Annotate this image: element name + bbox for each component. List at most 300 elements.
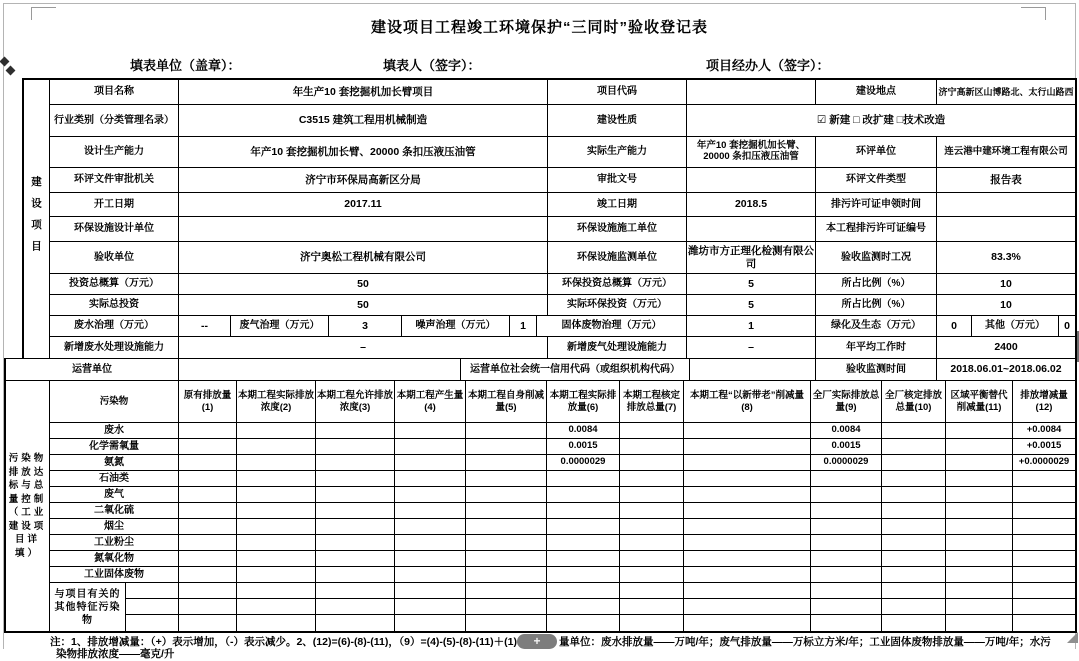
- field-value[interactable]: –: [179, 337, 548, 358]
- pollutant-subrow: [126, 583, 1075, 599]
- pollutant-value[interactable]: [547, 583, 620, 599]
- pollutant-value[interactable]: [1013, 471, 1075, 487]
- pollution-header-row: [50, 381, 1075, 423]
- pollutant-value[interactable]: [882, 583, 946, 599]
- field-value[interactable]: [687, 217, 816, 242]
- table-row: [50, 137, 1075, 168]
- pollutant-value[interactable]: [395, 615, 466, 631]
- field-value[interactable]: [937, 193, 1075, 217]
- field-label: 建设性质: [548, 105, 687, 137]
- field-label: 运营单位社会统一信用代码（或组织机构代码）: [461, 359, 690, 380]
- pollutant-value[interactable]: [179, 535, 237, 551]
- field-value[interactable]: [687, 80, 816, 105]
- pollutant-name: 工业粉尘: [50, 535, 179, 551]
- field-label: 本工程排污许可证编号: [816, 217, 937, 242]
- pollutant-value[interactable]: [620, 423, 684, 439]
- pollutant-name: 化学需氧量: [50, 439, 179, 455]
- pollutant-row: [50, 535, 1075, 551]
- field-label: 新增废水处理设施能力: [50, 337, 179, 358]
- pollutant-value[interactable]: [237, 615, 316, 631]
- column-header: 本期工程产生量(4): [395, 381, 466, 423]
- pollutant-value[interactable]: [620, 567, 684, 583]
- pollutant-name: 废水: [50, 423, 179, 439]
- pollutant-value[interactable]: [547, 599, 620, 615]
- field-value[interactable]: 5: [687, 274, 816, 295]
- pollutant-value[interactable]: [684, 503, 811, 519]
- field-value[interactable]: 潍坊市方正理化检测有限公司: [687, 242, 816, 274]
- pollutant-row: [50, 487, 1075, 503]
- pollutant-value[interactable]: [316, 599, 395, 615]
- pollutant-value[interactable]: [882, 423, 946, 439]
- pollutant-value[interactable]: [547, 535, 620, 551]
- column-header: 原有排放量(1): [179, 381, 237, 423]
- pollutant-value[interactable]: +0.0000029: [1013, 455, 1075, 471]
- pollutant-value[interactable]: [620, 439, 684, 455]
- pollutant-row: [50, 439, 1075, 455]
- pollutant-value[interactable]: [946, 567, 1013, 583]
- pollutant-value[interactable]: [882, 503, 946, 519]
- pollutant-name: 烟尘: [50, 519, 179, 535]
- pollutant-value[interactable]: [395, 439, 466, 455]
- pollutant-value[interactable]: [946, 471, 1013, 487]
- table-row: [50, 168, 1075, 193]
- pollutant-value[interactable]: [1013, 519, 1075, 535]
- pollutant-value[interactable]: [946, 487, 1013, 503]
- pollutant-value[interactable]: [946, 503, 1013, 519]
- pollutant-name[interactable]: [126, 583, 179, 599]
- pollutant-value[interactable]: [547, 487, 620, 503]
- plus-button-anchor: [517, 636, 559, 648]
- pollutant-name: 废气: [50, 487, 179, 503]
- pollutant-value[interactable]: [1013, 503, 1075, 519]
- pollutant-value[interactable]: [179, 439, 237, 455]
- field-value[interactable]: 2017.11: [179, 193, 548, 217]
- pollutant-row: [50, 551, 1075, 567]
- table-row: [50, 105, 1075, 137]
- pollutant-value[interactable]: [466, 599, 547, 615]
- pollutant-value[interactable]: [811, 551, 882, 567]
- pollutant-value[interactable]: [946, 583, 1013, 599]
- pollutant-value[interactable]: [811, 487, 882, 503]
- group-label: 与项目有关的其他特征污染物: [50, 583, 126, 631]
- pollutant-value[interactable]: [547, 615, 620, 631]
- resize-cursor-icon: [6, 66, 16, 76]
- field-value[interactable]: 10: [937, 274, 1075, 295]
- page-title: 建设项目工程竣工环境保护“三同时”验收登记表: [370, 19, 708, 36]
- pollutant-value[interactable]: [237, 487, 316, 503]
- pollutant-value[interactable]: [316, 487, 395, 503]
- field-label: 验收单位: [50, 242, 179, 274]
- pollutant-value[interactable]: [237, 471, 316, 487]
- field-value[interactable]: 济宁市环保局高新区分局: [179, 168, 548, 193]
- pollutant-value[interactable]: [547, 519, 620, 535]
- pollutant-value[interactable]: [620, 455, 684, 471]
- footnote-text-a: 注：1、排放增减量：（+）表示增加，（-）表示减少。2、(12)=(6)-(8)-(11)，（9）=(4)-(5)-(8)-(11)＋(1): [50, 636, 517, 648]
- field-label: 废水治理（万元）: [50, 316, 179, 337]
- column-header: 本期工程实际排放量(6): [547, 381, 620, 423]
- column-header: 本期工程自身削减量(5): [466, 381, 547, 423]
- pollutant-value[interactable]: [395, 487, 466, 503]
- pollutant-value[interactable]: +0.0084: [1013, 423, 1075, 439]
- pollutant-value[interactable]: [466, 503, 547, 519]
- pollutant-value[interactable]: [316, 471, 395, 487]
- field-value[interactable]: 3: [329, 316, 402, 337]
- pollutant-value[interactable]: [547, 471, 620, 487]
- pollutant-value[interactable]: [179, 615, 237, 631]
- pollutant-value[interactable]: [1013, 487, 1075, 503]
- pollutant-value[interactable]: [882, 535, 946, 551]
- pollutant-value[interactable]: [395, 519, 466, 535]
- pollutant-name: 氨氮: [50, 455, 179, 471]
- pollutant-value[interactable]: [684, 455, 811, 471]
- pollutant-value[interactable]: [811, 567, 882, 583]
- operation-unit-row: [4, 358, 1077, 380]
- field-value[interactable]: 年产10 套挖掘机加长臂、20000 条扣压液压油管: [179, 137, 548, 168]
- pollutant-value[interactable]: [811, 471, 882, 487]
- field-label: 其他（万元）: [972, 316, 1059, 337]
- pollutant-row: [50, 471, 1075, 487]
- pollutant-value[interactable]: [466, 487, 547, 503]
- resize-cursor-icon: [0, 57, 9, 67]
- field-label: 审批文号: [548, 168, 687, 193]
- pollutant-value[interactable]: [946, 423, 1013, 439]
- pollutant-value[interactable]: [466, 583, 547, 599]
- field-label: 项目代码: [548, 80, 687, 105]
- pollutant-value[interactable]: [237, 535, 316, 551]
- pollutant-value[interactable]: [811, 535, 882, 551]
- column-header: 本期工程允许排放浓度(3): [316, 381, 395, 423]
- pollutant-value[interactable]: [684, 615, 811, 631]
- pollutant-value[interactable]: [684, 583, 811, 599]
- field-label: 所占比例（%）: [816, 295, 937, 316]
- pollutant-value[interactable]: 0.0015: [811, 439, 882, 455]
- table-row: [50, 337, 1075, 358]
- pollution-body: [50, 423, 1075, 631]
- pollutant-value[interactable]: [316, 615, 395, 631]
- pollutant-value[interactable]: [946, 551, 1013, 567]
- pollutant-value[interactable]: [466, 535, 547, 551]
- pollutant-value[interactable]: [237, 583, 316, 599]
- pollutant-value[interactable]: [466, 471, 547, 487]
- section-label-construction-project: [24, 80, 50, 358]
- field-value[interactable]: --: [179, 316, 231, 337]
- pollutant-value[interactable]: [946, 519, 1013, 535]
- field-label: 固体废物治理（万元）: [537, 316, 687, 337]
- field-label: 实际生产能力: [548, 137, 687, 168]
- pollutant-value[interactable]: [946, 455, 1013, 471]
- table-row: [50, 242, 1075, 274]
- pollutant-value[interactable]: [179, 599, 237, 615]
- pollutant-value[interactable]: [395, 455, 466, 471]
- pollutant-value[interactable]: [882, 599, 946, 615]
- field-value[interactable]: 2018.5: [687, 193, 816, 217]
- other-pollutants-group: [50, 583, 1075, 631]
- construction-nature-value[interactable]: ☑ 新建 □ 改扩建 □技术改造: [687, 105, 1075, 137]
- handler-label: 项目经办人（签字）：: [706, 58, 830, 73]
- pollutant-value[interactable]: [316, 519, 395, 535]
- pollutant-value[interactable]: [620, 599, 684, 615]
- field-label: 环保设施监测单位: [548, 242, 687, 274]
- pollutant-value[interactable]: [946, 535, 1013, 551]
- pollutant-value[interactable]: [684, 439, 811, 455]
- pollutant-value[interactable]: [179, 471, 237, 487]
- pollutant-value[interactable]: [620, 583, 684, 599]
- pollutant-value[interactable]: [237, 455, 316, 471]
- pollutant-value[interactable]: [316, 439, 395, 455]
- pollutant-value[interactable]: [395, 551, 466, 567]
- table-row: [50, 274, 1075, 295]
- pollutant-value[interactable]: 0.0084: [811, 423, 882, 439]
- pollutant-value[interactable]: [179, 455, 237, 471]
- field-value[interactable]: 1: [687, 316, 816, 337]
- field-label: 排污许可证申领时间: [816, 193, 937, 217]
- field-label: 噪声治理（万元）: [402, 316, 510, 337]
- pollutant-value[interactable]: [316, 455, 395, 471]
- pollutant-value[interactable]: [237, 503, 316, 519]
- column-header: 排放增减量(12): [1013, 381, 1075, 423]
- pollutant-value[interactable]: [684, 471, 811, 487]
- pollutant-value[interactable]: [316, 535, 395, 551]
- table-row-treatment-costs: [50, 316, 1075, 337]
- pollutant-value[interactable]: [882, 487, 946, 503]
- pollutant-value[interactable]: [466, 567, 547, 583]
- pollutant-value[interactable]: [620, 615, 684, 631]
- pollutant-value[interactable]: 0.0000029: [811, 455, 882, 471]
- pollutant-subrow: [126, 615, 1075, 631]
- column-header: 本期工程核定排放总量(7): [620, 381, 684, 423]
- pollutant-row: [50, 423, 1075, 439]
- field-value[interactable]: 2400: [994, 341, 1018, 354]
- pollutant-value[interactable]: [620, 503, 684, 519]
- pollutant-value[interactable]: [1013, 567, 1075, 583]
- pollutant-value[interactable]: [1013, 535, 1075, 551]
- pollutant-value[interactable]: [811, 519, 882, 535]
- pollutant-value[interactable]: [395, 503, 466, 519]
- pollutant-value[interactable]: [684, 423, 811, 439]
- section-label-text: 污染物排放达标与总量控制（工业建设项目详填）: [8, 453, 47, 559]
- field-value[interactable]: 50: [179, 274, 548, 295]
- field-value[interactable]: 0: [937, 316, 972, 337]
- pollutant-row: [50, 519, 1075, 535]
- field-label: 环保投资总概算（万元）: [548, 274, 687, 295]
- pollutant-name: 工业固体废物: [50, 567, 179, 583]
- field-value[interactable]: 1: [510, 316, 537, 337]
- pollutant-value[interactable]: [316, 583, 395, 599]
- field-value[interactable]: 连云港中建环境工程有限公司: [937, 137, 1075, 168]
- pollutant-value[interactable]: [466, 423, 547, 439]
- page-border-top: [3, 3, 1076, 4]
- pollutant-value[interactable]: [179, 519, 237, 535]
- field-label: 实际总投资: [50, 295, 179, 316]
- footnote-line2: 染物排放浓度——毫克/升: [56, 648, 175, 660]
- pollutant-value[interactable]: [882, 567, 946, 583]
- pollutant-value[interactable]: [882, 439, 946, 455]
- field-value[interactable]: 5: [687, 295, 816, 316]
- pollutant-value[interactable]: [684, 487, 811, 503]
- field-value[interactable]: [179, 359, 461, 380]
- pollutant-value[interactable]: [811, 503, 882, 519]
- pollutant-value[interactable]: [237, 599, 316, 615]
- pollutant-value[interactable]: [316, 503, 395, 519]
- field-value[interactable]: 2018.06.01~2018.06.02: [950, 363, 1062, 376]
- pollutant-value[interactable]: [179, 551, 237, 567]
- field-label: 环评单位: [816, 137, 937, 168]
- table-row: [50, 295, 1075, 316]
- pollutant-value[interactable]: [620, 519, 684, 535]
- field-value[interactable]: 报告表: [937, 168, 1075, 193]
- pollutant-value[interactable]: [179, 583, 237, 599]
- pollutant-value[interactable]: [946, 615, 1013, 631]
- pollutant-value[interactable]: [1013, 551, 1075, 567]
- pollutant-value[interactable]: [684, 599, 811, 615]
- field-value[interactable]: 年生产10 套挖掘机加长臂项目: [179, 80, 548, 105]
- pollutant-value[interactable]: [395, 535, 466, 551]
- pollutant-value[interactable]: [882, 455, 946, 471]
- pollutant-value[interactable]: [466, 439, 547, 455]
- column-header: 污染物: [50, 381, 179, 423]
- section-label-text: 建设项目: [30, 176, 42, 262]
- pollutant-value[interactable]: [179, 567, 237, 583]
- pollutant-name: 二氧化硫: [50, 503, 179, 519]
- field-value[interactable]: 0: [1059, 316, 1075, 337]
- field-label: 实际环保投资（万元）: [548, 295, 687, 316]
- page-corner-triangle-icon: [1067, 632, 1078, 643]
- pollutant-subrow: [126, 599, 1075, 615]
- pollutant-value[interactable]: [547, 551, 620, 567]
- pollutant-value[interactable]: [1013, 615, 1075, 631]
- pollutant-value[interactable]: [620, 471, 684, 487]
- pollutant-value[interactable]: [684, 567, 811, 583]
- pollutant-value[interactable]: +0.0015: [1013, 439, 1075, 455]
- pollutant-value[interactable]: [684, 551, 811, 567]
- field-label: 环评文件审批机关: [50, 168, 179, 193]
- pollutant-value[interactable]: 0.0000029: [547, 455, 620, 471]
- pollutant-value[interactable]: [1013, 583, 1075, 599]
- pollutant-value[interactable]: 0.0015: [547, 439, 620, 455]
- field-value[interactable]: –: [687, 337, 816, 358]
- pollution-table: [4, 380, 1077, 633]
- pollutant-name[interactable]: [126, 599, 179, 615]
- field-value[interactable]: [687, 168, 816, 193]
- pollutant-value[interactable]: [1013, 599, 1075, 615]
- field-value[interactable]: C3515 建筑工程用机械制造: [179, 105, 548, 137]
- table-row: [50, 217, 1075, 242]
- pollutant-value[interactable]: [946, 439, 1013, 455]
- pollutant-value[interactable]: [395, 583, 466, 599]
- pollutant-value[interactable]: [882, 551, 946, 567]
- pollutant-value[interactable]: [237, 423, 316, 439]
- section-label-pollution-control: [6, 381, 50, 631]
- pollutant-value[interactable]: [179, 503, 237, 519]
- field-value[interactable]: 年产10 套挖掘机加长臂、20000 条扣压液压油管: [687, 137, 816, 168]
- pollutant-value[interactable]: [466, 519, 547, 535]
- other-pollutants-subrows: [126, 583, 1075, 631]
- field-label: 环保设施设计单位: [50, 217, 179, 242]
- pollutant-value[interactable]: [316, 567, 395, 583]
- field-value[interactable]: [937, 217, 1075, 242]
- pollutant-value[interactable]: [179, 487, 237, 503]
- pollutant-value[interactable]: [466, 455, 547, 471]
- pollutant-value[interactable]: [316, 423, 395, 439]
- pollutant-value[interactable]: [547, 503, 620, 519]
- pollutant-value[interactable]: [882, 519, 946, 535]
- field-label: 环评文件类型: [816, 168, 937, 193]
- field-value[interactable]: 济宁奥松工程机械有限公司: [179, 242, 548, 274]
- pollutant-name[interactable]: [126, 615, 179, 631]
- field-label: 开工日期: [50, 193, 179, 217]
- field-label: 所占比例（%）: [816, 274, 937, 295]
- column-header: 本期工程“以新带老”削减量(8): [684, 381, 811, 423]
- pollutant-value[interactable]: [547, 567, 620, 583]
- pollutant-value[interactable]: [620, 551, 684, 567]
- field-label: 行业类别（分类管理名录）: [50, 105, 179, 137]
- pollutant-value[interactable]: [237, 567, 316, 583]
- pollutant-value[interactable]: [946, 599, 1013, 615]
- table-row: [50, 193, 1075, 217]
- column-header: 区域平衡替代削减量(11): [946, 381, 1013, 423]
- field-value[interactable]: [690, 359, 816, 380]
- pollutant-value[interactable]: [316, 551, 395, 567]
- pollutant-value[interactable]: [395, 423, 466, 439]
- field-label: 环保设施施工单位: [548, 217, 687, 242]
- field-value[interactable]: [179, 217, 548, 242]
- column-header: 全厂核定排放总量(10): [882, 381, 946, 423]
- pollutant-value[interactable]: [811, 615, 882, 631]
- field-label: 年平均工作时: [816, 337, 937, 358]
- fill-unit-label: 填表单位（盖章）：: [130, 58, 241, 73]
- field-label: 绿化及生态（万元）: [816, 316, 937, 337]
- pollutant-row: [50, 503, 1075, 519]
- field-label: 投资总概算（万元）: [50, 274, 179, 295]
- pollutant-value[interactable]: [620, 535, 684, 551]
- pollutant-value[interactable]: [811, 599, 882, 615]
- pollutant-value[interactable]: [882, 615, 946, 631]
- pollutant-value[interactable]: [811, 583, 882, 599]
- pollutant-value[interactable]: [882, 471, 946, 487]
- pollutant-value[interactable]: [237, 551, 316, 567]
- field-value[interactable]: 50: [179, 295, 548, 316]
- pollutant-value[interactable]: [684, 535, 811, 551]
- plus-button[interactable]: +: [517, 634, 557, 649]
- field-label: 废气治理（万元）: [231, 316, 329, 337]
- pollutant-value[interactable]: [237, 519, 316, 535]
- fill-person-label: 填表人（签字）：: [383, 58, 481, 73]
- pollutant-value[interactable]: [466, 551, 547, 567]
- column-header: 全厂实际排放总量(9): [811, 381, 882, 423]
- pollutant-value[interactable]: [395, 567, 466, 583]
- field-value[interactable]: 济宁高新区山博路北、太行山路西: [937, 80, 1075, 105]
- field-value[interactable]: 10: [937, 295, 1075, 316]
- pollutant-name: 氮氧化物: [50, 551, 179, 567]
- project-info-table: [22, 78, 1077, 358]
- pollutant-value[interactable]: [237, 439, 316, 455]
- pollutant-value[interactable]: [395, 471, 466, 487]
- field-value[interactable]: 83.3%: [937, 242, 1075, 274]
- pollutant-value[interactable]: [466, 615, 547, 631]
- footnote-line1: [50, 634, 1064, 649]
- footnote-text-b: 量单位：废水排放量——万吨/年；废气排放量——万标立方米/年；工业固体废物排放量——万吨/年；水污: [559, 636, 1051, 648]
- pollutant-row: [50, 455, 1075, 471]
- field-label: 竣工日期: [548, 193, 687, 217]
- pollutant-value[interactable]: [684, 519, 811, 535]
- pollutant-value[interactable]: [395, 599, 466, 615]
- pollutant-value[interactable]: [620, 487, 684, 503]
- pollutant-value[interactable]: 0.0084: [547, 423, 620, 439]
- field-label: 运营单位: [6, 359, 179, 380]
- field-label: 验收监测时工况: [816, 242, 937, 274]
- table-row: [50, 80, 1075, 105]
- pollutant-value[interactable]: [179, 423, 237, 439]
